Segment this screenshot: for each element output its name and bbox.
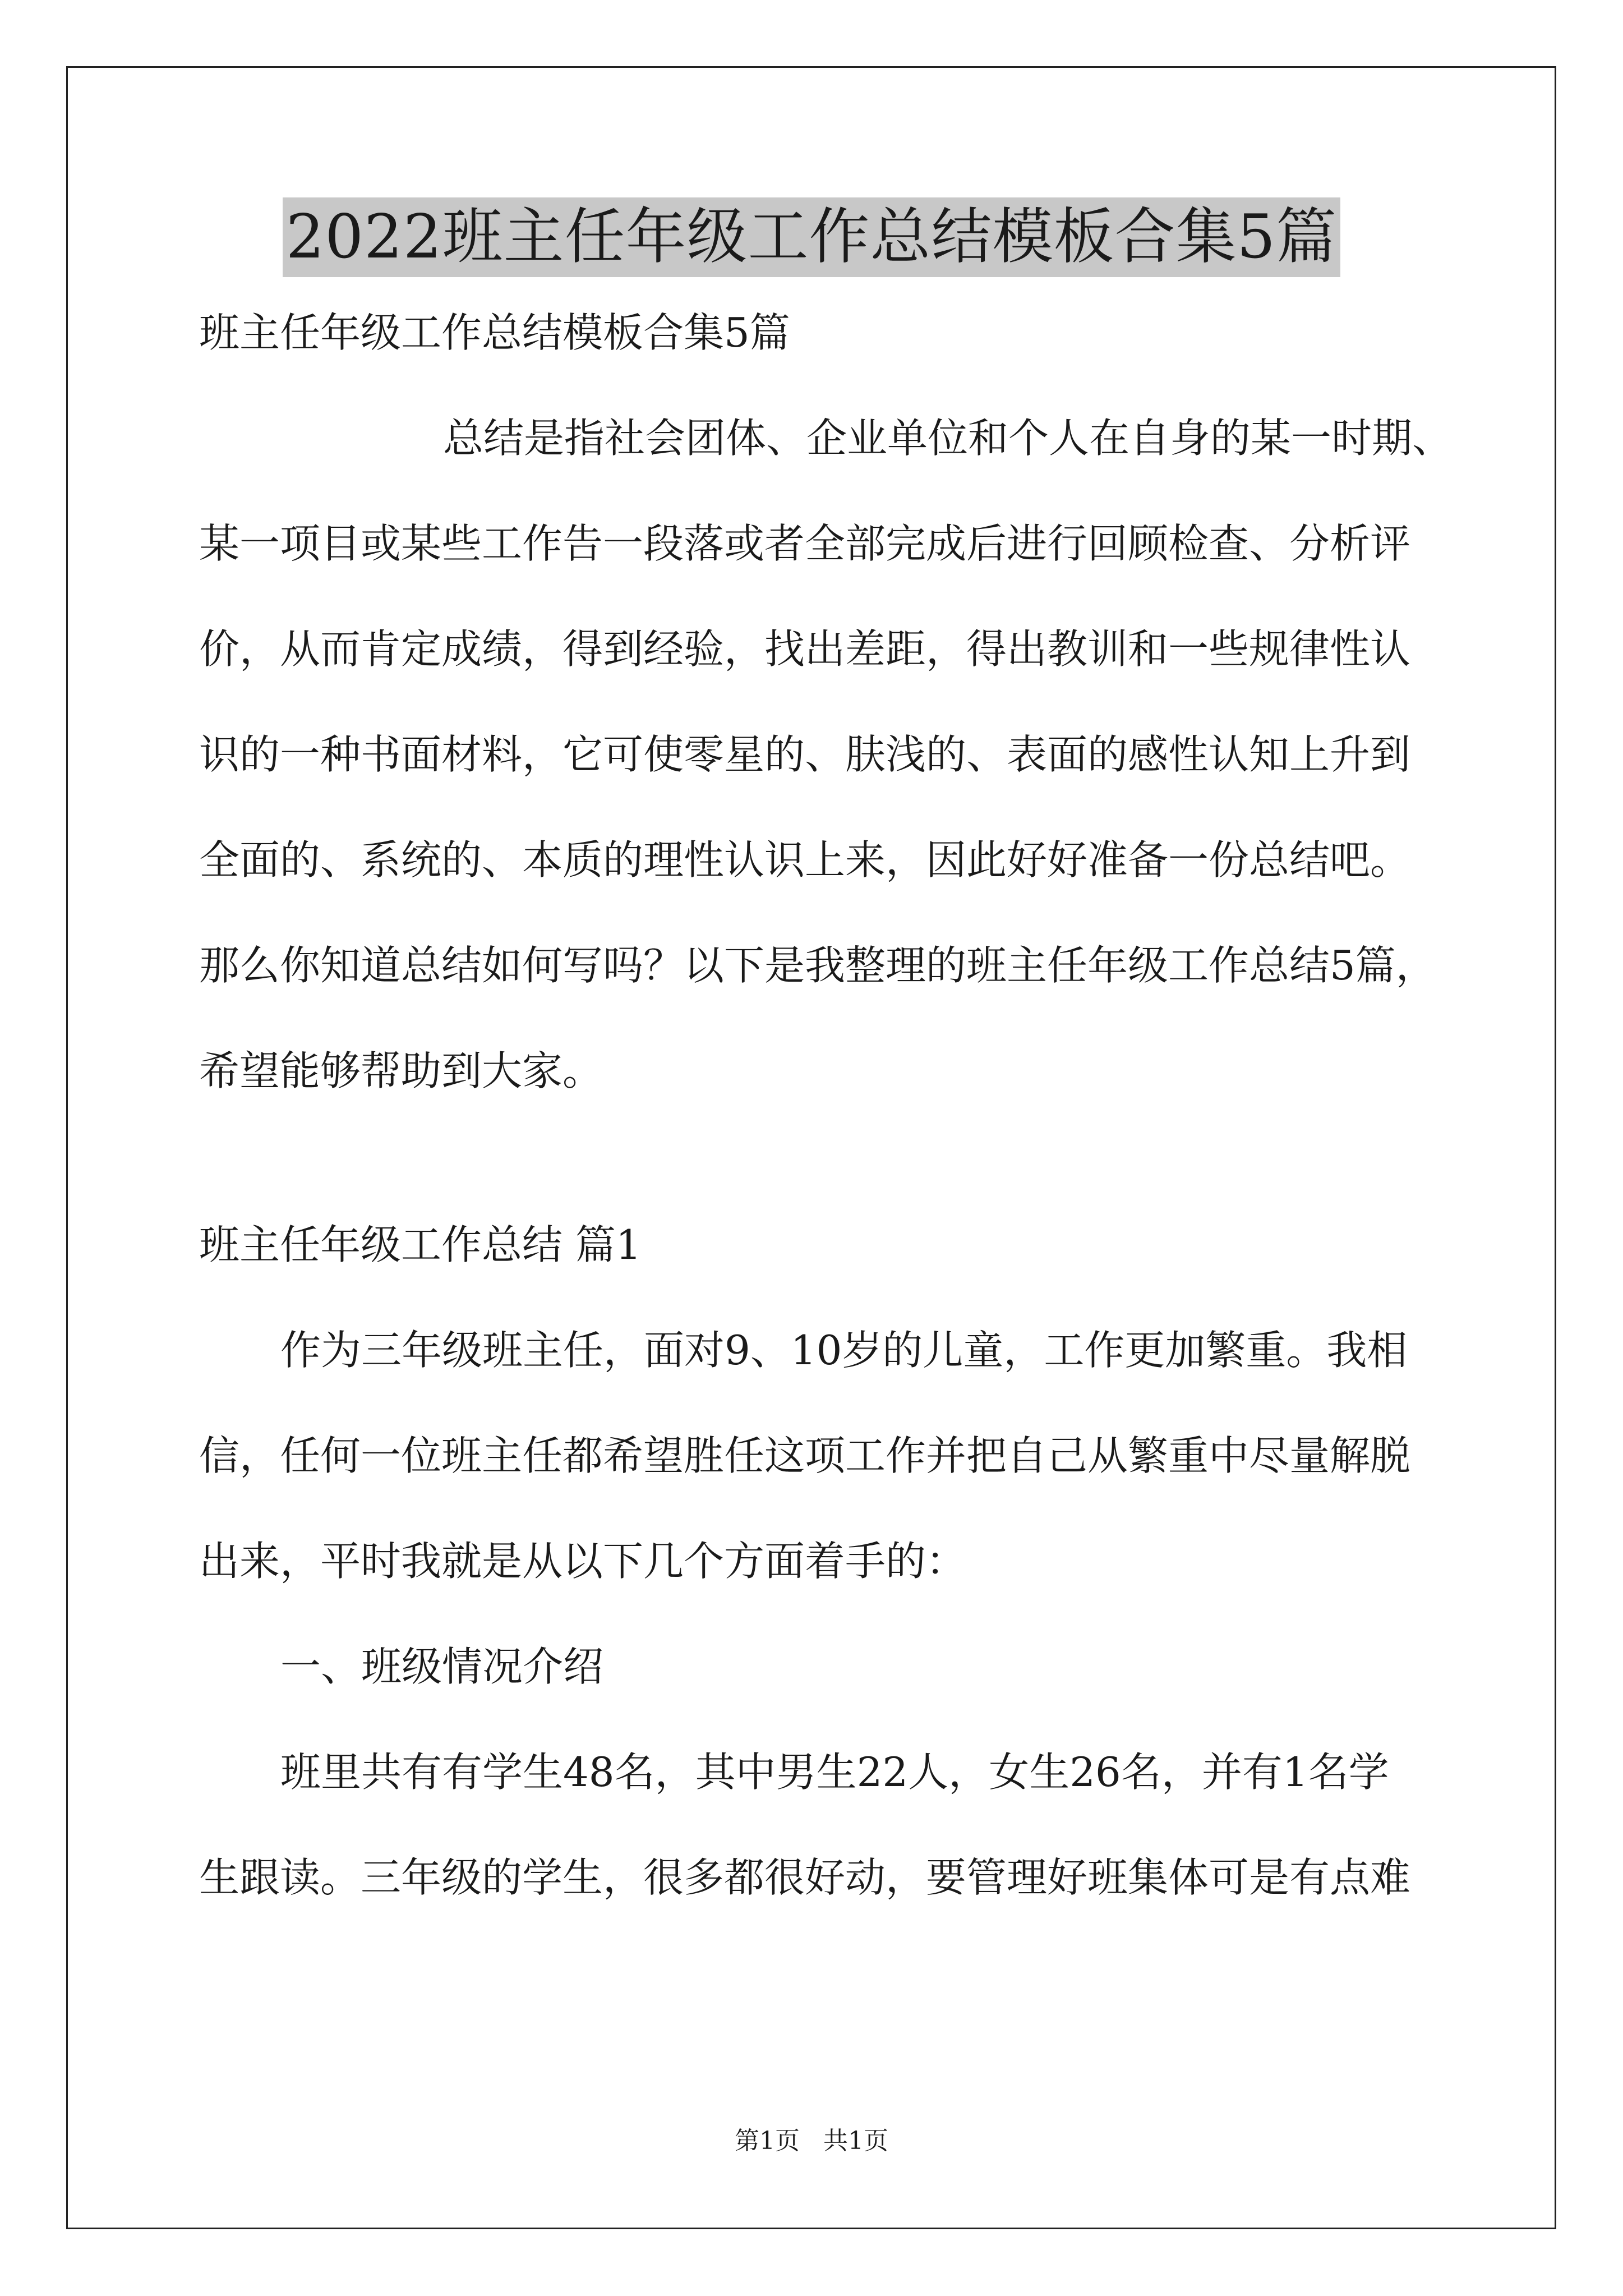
document-body [199,306,1453,1956]
paragraph-line: 希望能够帮助到大家。 [199,1047,603,1094]
paragraph-line: 班里共有有学生48名，其中男生22人，女生26名，并有1名学 [280,1749,1389,1796]
paragraph-line: 识的一种书面材料，它可使零星的、肤浅的、表面的感性认知上升到 [199,731,1411,778]
subtitle-line: 班主任年级工作总结模板合集5篇 [199,309,790,356]
paragraph-line: 全面的、系统的、本质的理性认识上来，因此好好准备一份总结吧。 [199,836,1411,884]
document-title: 2022班主任年级工作总结模板合集5篇 [283,197,1341,277]
subsection-heading: 一、班级情况介绍 [280,1643,604,1690]
paragraph-line: 某一项目或某些工作告一段落或者全部完成后进行回顾检查、分析评 [199,520,1411,567]
title-container [0,197,1623,277]
paragraph-line: 价，从而肯定成绩，得到经验，找出差距，得出教训和一些规律性认 [199,625,1411,673]
paragraph-line: 出来，平时我就是从以下几个方面着手的： [199,1538,967,1585]
paragraph-line: 总结是指社会团体、企业单位和个人在自身的某一时期、 [443,415,1453,462]
paragraph-line: 作为三年级班主任，面对9、10岁的儿童，工作更加繁重。我相 [280,1327,1408,1374]
section-heading: 班主任年级工作总结 篇1 [199,1221,642,1268]
paragraph-line: 生跟读。三年级的学生，很多都很好动，要管理好班集体可是有点难 [199,1854,1411,1901]
paragraph-line: 信，任何一位班主任都希望胜任这项工作并把自己从繁重中尽量解脱 [199,1432,1411,1479]
page-footer: 第1页 共1页 [735,2127,888,2155]
paragraph-line: 那么你知道总结如何写吗？以下是我整理的班主任年级工作总结5篇， [199,942,1436,989]
